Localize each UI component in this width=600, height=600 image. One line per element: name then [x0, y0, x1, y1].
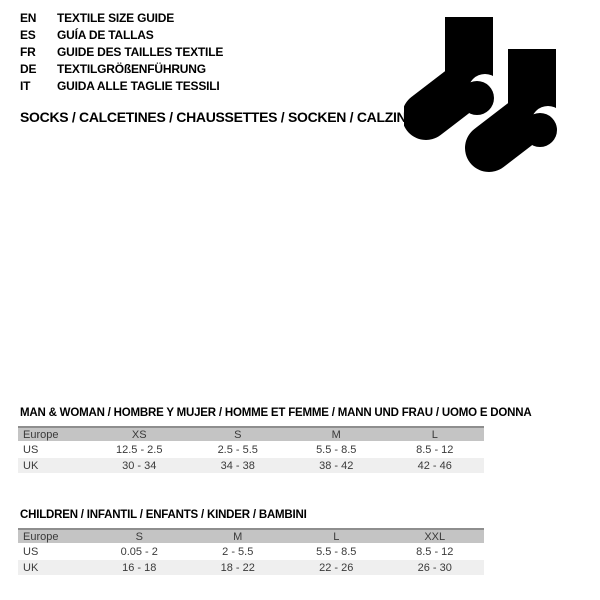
language-row-es: [20, 26, 223, 43]
language-row-en: [20, 9, 223, 26]
header-cell-size: M: [233, 530, 243, 543]
table-row-uk: [18, 458, 484, 474]
language-label: GUIDA ALLE TAGLIE TESSILI: [57, 78, 220, 93]
size-value: 12.5 - 2.5: [116, 443, 163, 456]
size-value: 8.5 - 12: [416, 545, 454, 558]
size-value: 2 - 5.5: [222, 545, 254, 558]
size-value: 42 - 46: [417, 459, 452, 472]
table-row-us: [18, 544, 484, 560]
language-code: EN: [20, 10, 37, 25]
size-table-section-children: [18, 509, 484, 576]
size-table: [18, 426, 484, 474]
language-label: TEXTILGRÖßENFÜHRUNG: [57, 61, 206, 76]
row-label: US: [23, 545, 39, 558]
header-cell-size: S: [135, 530, 143, 543]
size-value: 16 - 18: [122, 561, 157, 574]
table-row-uk: [18, 560, 484, 576]
table-header-row: [18, 528, 484, 544]
header-cell-size: XS: [131, 428, 147, 441]
size-value: 30 - 34: [122, 459, 157, 472]
size-value: 2.5 - 5.5: [217, 443, 258, 456]
table-header-row: [18, 426, 484, 442]
size-value: 22 - 26: [319, 561, 354, 574]
header-cell-size: XXL: [424, 530, 446, 543]
size-value: 5.5 - 8.5: [316, 545, 357, 558]
language-label: GUÍA DE TALLAS: [57, 27, 154, 42]
header-cell-size: S: [234, 428, 242, 441]
size-table: [18, 528, 484, 576]
language-code: ES: [20, 27, 36, 42]
language-row-it: [20, 77, 223, 94]
header-cell-region: Europe: [23, 530, 59, 543]
size-value: 34 - 38: [220, 459, 255, 472]
size-value: 18 - 22: [220, 561, 255, 574]
table-title: CHILDREN / INFANTIL / ENFANTS / KINDER / BAMBINI: [20, 509, 307, 521]
size-table-section-man-woman: [18, 407, 532, 474]
table-title: MAN & WOMAN / HOMBRE Y MUJER / HOMME ET FEMME / MANN UND FRAU / UOMO E DONNA: [20, 407, 532, 419]
language-label: TEXTILE SIZE GUIDE: [57, 10, 175, 25]
language-list: [20, 9, 223, 94]
table-row-us: [18, 442, 484, 458]
row-label: US: [23, 443, 39, 456]
language-row-fr: [20, 43, 223, 60]
size-value: 38 - 42: [319, 459, 354, 472]
size-value: 26 - 30: [417, 561, 452, 574]
row-label: UK: [23, 459, 39, 472]
language-label: GUIDE DES TAILLES TEXTILE: [57, 44, 224, 59]
language-row-de: [20, 60, 223, 77]
socks-icon: [404, 10, 566, 180]
size-value: 0.05 - 2: [120, 545, 158, 558]
header-cell-region: Europe: [23, 428, 59, 441]
header-cell-size: M: [331, 428, 341, 441]
language-code: FR: [20, 44, 36, 59]
language-code: DE: [20, 61, 37, 76]
header-cell-size: L: [333, 530, 340, 543]
category-heading: SOCKS / CALCETINES / CHAUSSETTES / SOCKEN / CALZINI: [20, 109, 410, 125]
language-code: IT: [20, 78, 31, 93]
size-value: 5.5 - 8.5: [316, 443, 357, 456]
row-label: UK: [23, 561, 39, 574]
size-value: 8.5 - 12: [416, 443, 454, 456]
header-cell-size: L: [431, 428, 438, 441]
